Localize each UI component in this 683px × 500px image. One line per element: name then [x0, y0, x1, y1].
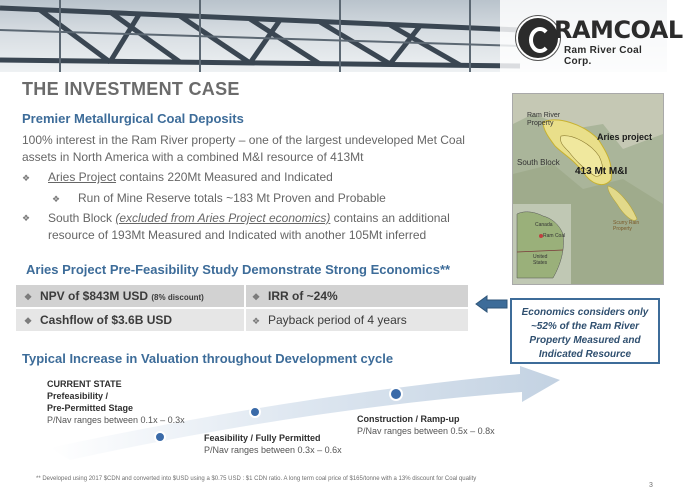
diamond-bullet-icon: ❖: [24, 292, 33, 302]
valuation-title: Typical Increase in Valuation throughout Development cycle: [22, 351, 394, 366]
economics-row: [16, 285, 468, 307]
stage-feasibility: Feasibility / Fully Permitted P/Nav ranges between 0.3x – 0.6x: [204, 433, 342, 455]
economics-callout: [510, 298, 660, 364]
cashflow-cell: ❖ Cashflow of $3.6B USD: [16, 309, 242, 331]
stage-construction-range: P/Nav ranges between 0.5x – 0.8x: [357, 426, 495, 436]
map-label-ram-coal: Ram Coal: [543, 233, 566, 239]
header-banner: [0, 0, 683, 72]
map-label-aries: Aries project: [597, 132, 653, 142]
map-label-canada: Canada: [535, 222, 553, 228]
irr-cell: ❖ IRR of ~24%: [246, 285, 468, 307]
economics-row: [16, 309, 468, 331]
stage-current: CURRENT STATE Prefeasibility / Pre-Permitted Stage P/Nav ranges between 0.1x – 0.3x: [47, 379, 185, 425]
bullet-aries: ❖ Aries Project contains 220Mt Measured and Indicated: [22, 169, 492, 187]
payback-cell: ❖ Payback period of 4 years: [246, 309, 468, 331]
left-arrow-icon: [475, 294, 509, 314]
subbullet-reserve: ❖ Run of Mine Reserve totals ~183 Mt Proven and Probable: [52, 190, 492, 208]
deposits-title: Premier Metallurgical Coal Deposits: [22, 111, 244, 126]
diamond-bullet-icon: ❖: [52, 194, 61, 204]
diamond-bullet-icon: ❖: [24, 316, 33, 326]
footnote: ** Developed using 2017 $CDN and converted into $USD using a $0.75 USD : $1 CDN ratio. A long term coal price of $165/tonne with a 13% discount for Coal quality: [36, 476, 477, 482]
callout-text: Economics considers only ~52% of the Ram River Property Measured and Indicated Resource: [521, 307, 649, 360]
page-number: 3: [649, 482, 653, 489]
diamond-bullet-icon: ❖: [22, 173, 31, 183]
diamond-bullet-icon: ❖: [22, 213, 31, 223]
logo-brand: RAMCOAL: [554, 16, 683, 44]
stage-current-range: P/Nav ranges between 0.1x – 0.3x: [47, 415, 185, 425]
bullet-south-block: ❖ South Block (excluded from Aries Project economics) contains an additional resource of 193Mt Measured and Indicated with another 105Mt inferred: [22, 211, 450, 242]
logo-subtitle: Ram River Coal Corp.: [564, 45, 643, 67]
property-map: [512, 93, 664, 285]
diamond-bullet-icon: ❖: [252, 292, 261, 302]
economics-title: Aries Project Pre-Feasibility Study Demonstrate Strong Economics**: [26, 262, 451, 277]
map-label-scurry: Scurry Rain Property: [613, 220, 640, 232]
aries-project-link[interactable]: Aries Project: [48, 170, 117, 184]
map-label-us: United States: [533, 254, 548, 266]
npv-cell: ❖ NPV of $843M USD (8% discount): [16, 285, 242, 307]
stage-current-title: CURRENT STATE: [47, 379, 122, 389]
ramcoal-logo: [516, 14, 683, 67]
stage-construction: Construction / Ramp-up P/Nav ranges between 0.5x – 0.8x: [357, 414, 495, 436]
map-label-ram-river: Ram River Property: [527, 112, 561, 127]
stage-feasibility-range: P/Nav ranges between 0.3x – 0.6x: [204, 445, 342, 455]
diamond-bullet-icon: ❖: [252, 316, 261, 326]
map-label-south-block: South Block: [517, 158, 560, 167]
deposits-intro: 100% interest in the Ram River property – one of the largest undeveloped Met Coal assets in North America with a combined M&I resource of 413Mt: [22, 133, 465, 164]
page-title: THE INVESTMENT CASE: [22, 79, 240, 99]
map-label-413mt: 413 Mt M&I: [575, 166, 628, 177]
